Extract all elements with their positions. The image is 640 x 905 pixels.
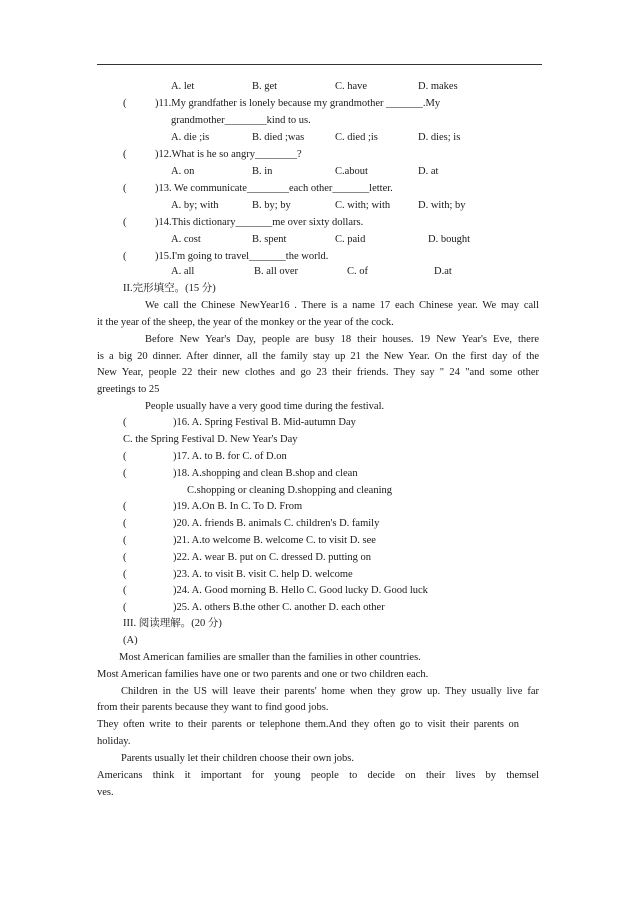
q16-text: )16. A. Spring Festival B. Mid-autumn Day bbox=[173, 417, 356, 428]
q18-text-cont: C.shopping or cleaning D.shopping and cleaning bbox=[187, 485, 393, 496]
q10-option-a: A. let bbox=[171, 81, 195, 92]
passage2-line: Americans think it important for young people to decide on their lives by themsel bbox=[97, 770, 539, 781]
q19-paren: ( bbox=[123, 501, 127, 512]
q13-option-a: A. by; with bbox=[171, 200, 219, 211]
q13-option-c: C. with; with bbox=[335, 200, 391, 211]
q22-text: )22. A. wear B. put on C. dressed D. putting on bbox=[173, 552, 372, 563]
q21-paren: ( bbox=[123, 535, 127, 546]
q15-paren: ( bbox=[123, 251, 127, 262]
q12-stem: )12.What is he so angry________? bbox=[155, 149, 302, 160]
q15-option-a: A. all bbox=[171, 266, 195, 277]
q10-option-b: B. get bbox=[252, 81, 278, 92]
q17-text: )17. A. to B. for C. of D.on bbox=[173, 451, 287, 462]
q16-paren: ( bbox=[123, 417, 127, 428]
q21-text: )21. A.to welcome B. welcome C. to visit D. see bbox=[173, 535, 376, 546]
passage1-line: greetings to 25 bbox=[97, 384, 160, 395]
q24-text: )24. A. Good morning B. Hello C. Good lucky D. Good luck bbox=[173, 585, 428, 596]
q11-option-c: C. died ;is bbox=[335, 132, 378, 143]
q25-paren: ( bbox=[123, 602, 127, 613]
q12-option-c: C.about bbox=[335, 166, 368, 177]
passage1-line: We call the Chinese NewYear16 . There is a name 17 each Chinese year. We may call bbox=[145, 300, 539, 311]
passage2-line: Most American families are smaller than the families in other countries. bbox=[119, 652, 421, 663]
passage1-line: New Year, people 22 their new clothes and go 23 their friends. They say " 24 "and some other bbox=[97, 367, 539, 378]
part-a-label: (A) bbox=[123, 635, 138, 646]
q10-option-d: D. makes bbox=[418, 81, 458, 92]
q15-option-c: C. of bbox=[347, 266, 368, 277]
q18-paren: ( bbox=[123, 468, 127, 479]
q19-text: )19. A.On B. In C. To D. From bbox=[173, 501, 303, 512]
q11-option-a: A. die ;is bbox=[171, 132, 210, 143]
q11-stem: )11.My grandfather is lonely because my grandmother _______.My bbox=[155, 98, 441, 109]
section2-title: II.完形填空。(15 分) bbox=[123, 283, 216, 294]
q11-option-d: D. dies; is bbox=[418, 132, 461, 143]
passage1-line: it the year of the sheep, the year of the monkey or the year of the cock. bbox=[97, 317, 394, 328]
q15-stem: )15.I'm going to travel_______the world. bbox=[155, 251, 329, 262]
q14-option-d: D. bought bbox=[428, 234, 470, 245]
q16-text-cont: C. the Spring Festival D. New Year's Day bbox=[123, 434, 298, 445]
q10-option-c: C. have bbox=[335, 81, 368, 92]
q23-paren: ( bbox=[123, 569, 127, 580]
header-rule bbox=[97, 64, 542, 65]
q15-option-b: B. all over bbox=[254, 266, 299, 277]
q14-option-b: B. spent bbox=[252, 234, 287, 245]
q13-paren: ( bbox=[123, 183, 127, 194]
passage2-line: They often write to their parents or telephone them.And they often go to visit their parents on bbox=[97, 719, 519, 730]
passage2-line: ves. bbox=[97, 787, 114, 798]
passage1-line: Before New Year's Day, people are busy 18 their houses. 19 New Year's Eve, there bbox=[145, 334, 539, 345]
passage2-line: Most American families have one or two parents and one or two children each. bbox=[97, 669, 429, 680]
q13-option-b: B. by; by bbox=[252, 200, 291, 211]
q11-option-b: B. died ;was bbox=[252, 132, 305, 143]
q18-text: )18. A.shopping and clean B.shop and clean bbox=[173, 468, 358, 479]
q25-text: )25. A. others B.the other C. another D. each other bbox=[173, 602, 385, 613]
passage2-line: Parents usually let their children choose their own jobs. bbox=[121, 753, 354, 764]
q15-option-d: D.at bbox=[434, 266, 452, 277]
section3-title: III. 阅读理解。(20 分) bbox=[123, 618, 222, 629]
passage2-line: from their parents because they want to find good jobs. bbox=[97, 702, 329, 713]
passage2-line: Children in the US will leave their parents' home when they grow up. They usually live far bbox=[121, 686, 539, 697]
q12-option-d: D. at bbox=[418, 166, 439, 177]
q13-stem: )13. We communicate________each other_______letter. bbox=[155, 183, 393, 194]
q14-option-a: A. cost bbox=[171, 234, 201, 245]
passage1-line: is a big 20 dinner. After dinner, all the family stay up 21 the New Year. On the first day of the bbox=[97, 351, 539, 362]
q11-stem-cont: grandmother________kind to us. bbox=[171, 115, 311, 126]
q14-stem: )14.This dictionary_______me over sixty dollars. bbox=[155, 217, 364, 228]
q14-option-c: C. paid bbox=[335, 234, 366, 245]
q13-option-d: D. with; by bbox=[418, 200, 466, 211]
passage2-line: holiday. bbox=[97, 736, 131, 747]
q22-paren: ( bbox=[123, 552, 127, 563]
q12-option-b: B. in bbox=[252, 166, 273, 177]
q17-paren: ( bbox=[123, 451, 127, 462]
passage1-line: People usually have a very good time during the festival. bbox=[145, 401, 385, 412]
q20-text: )20. A. friends B. animals C. children's D. family bbox=[173, 518, 380, 529]
q11-paren: ( bbox=[123, 98, 127, 109]
q20-paren: ( bbox=[123, 518, 127, 529]
q23-text: )23. A. to visit B. visit C. help D. welcome bbox=[173, 569, 353, 580]
q12-option-a: A. on bbox=[171, 166, 195, 177]
q12-paren: ( bbox=[123, 149, 127, 160]
q24-paren: ( bbox=[123, 585, 127, 596]
q14-paren: ( bbox=[123, 217, 127, 228]
